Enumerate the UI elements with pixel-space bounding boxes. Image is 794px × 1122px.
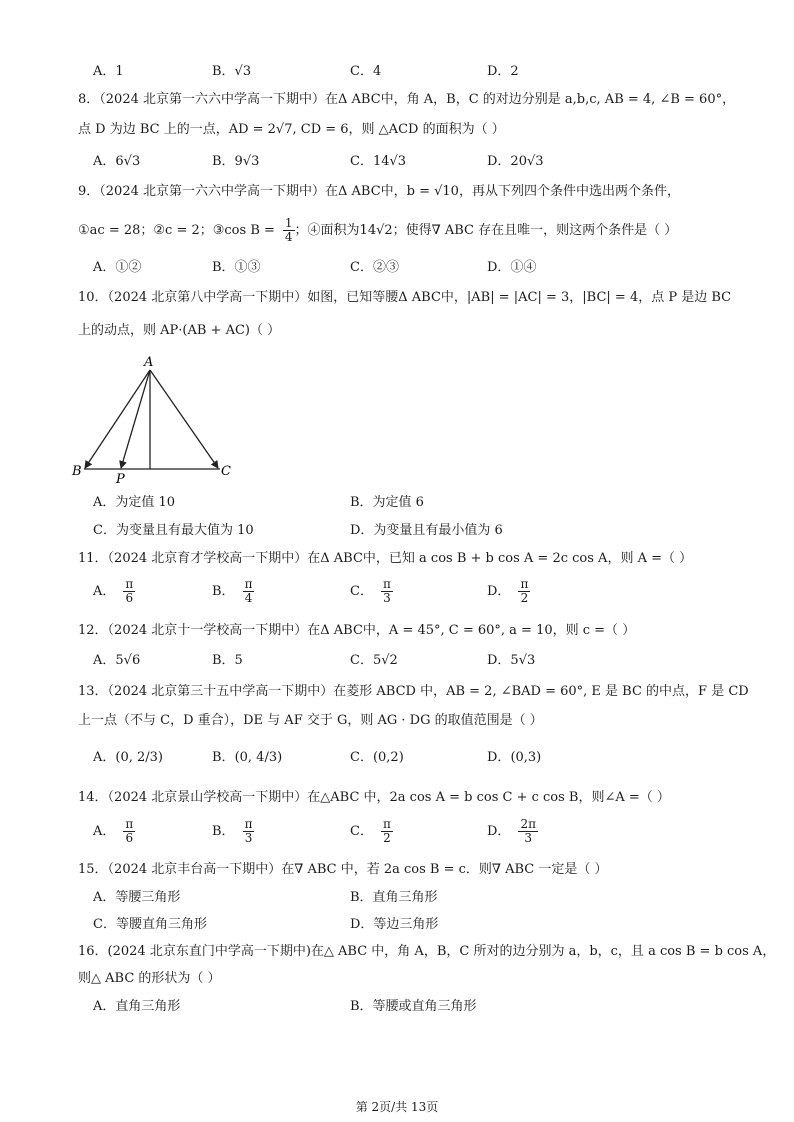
q9-conditions-part2: ；④面积为14√2；使得∇ ABC 存在且唯一，则这两个条件是（ ） (294, 223, 678, 238)
option-b: B．直角三角形 (350, 890, 438, 905)
q9-options (93, 259, 733, 279)
option-c: C．4 (350, 64, 382, 79)
option-text: (0, 4/3) (234, 750, 283, 765)
frac-denominator: 2 (383, 831, 391, 845)
q14-options (93, 818, 733, 852)
option-a (93, 749, 163, 767)
option-text: (0, 2/3) (115, 750, 163, 765)
label-a: A (144, 355, 154, 370)
frac-denominator: 4 (244, 591, 253, 605)
q9-conditions-part1: ①ac = 28；②c = 2；③cos B = (78, 223, 275, 238)
option-a: A．为定值 10 (93, 495, 176, 510)
option-c (350, 749, 404, 767)
frac-numerator: π (244, 817, 253, 831)
option-b (212, 749, 282, 767)
option-label: D． (487, 824, 511, 839)
label-c: C (221, 464, 231, 479)
option-text: (0,2) (372, 750, 404, 765)
frac-numerator: π (125, 817, 134, 831)
label-b: B (72, 464, 82, 479)
q10-stem-line2: 上的动点，则 AP·(AB + AC)（ ） (78, 323, 281, 338)
option-b: B．①③ (212, 260, 261, 275)
option-b: B．9√3 (212, 154, 260, 169)
option-d: D．等边三角形 (350, 917, 439, 932)
page-number: 第 2页/共 13页 (355, 1100, 439, 1114)
option-b: B．√3 (212, 64, 252, 79)
vector-ac (150, 370, 218, 468)
q16-stem-line1: 16．(2024 北京东直门中学高一下期中)在△ ABC 中，角 A，B，C 所对的边分别为 a，b，c，且 a cos B = b cos A， (78, 944, 776, 959)
frac-numerator: π (382, 817, 391, 831)
option-label: B． (212, 584, 235, 599)
option-a: A．①② (93, 260, 142, 275)
option-a (93, 578, 135, 605)
option-label: B． (212, 824, 235, 839)
q13-options (93, 749, 733, 769)
option-b: B．等腰或直角三角形 (350, 999, 477, 1014)
option-d: D．2 (487, 64, 519, 79)
option-c: C．14√3 (350, 154, 407, 169)
option-label: D． (487, 584, 511, 599)
option-label: B． (212, 750, 235, 765)
q10-options-row1 (93, 494, 733, 514)
option-b: B．为定值 6 (350, 495, 424, 510)
q12-stem: 12．（2024 北京十一学校高一下期中）在Δ ABC中，A = 45°, C = 60°, a = 10，则 c =（ ） (78, 623, 636, 638)
option-a: A．5√6 (93, 653, 141, 668)
q9-stem-line2 (78, 217, 677, 244)
option-text: (0,3) (510, 750, 542, 765)
frac-denominator: 2 (520, 591, 529, 605)
frac-denominator: 3 (383, 591, 391, 605)
q9-stem-line1: 9．（2024 北京第一六六中学高一下期中）在Δ ABC中，b = √10，再从下列四个条件中选出两个条件， (78, 184, 680, 199)
q10-options-row2 (93, 522, 733, 542)
q8-options (93, 153, 733, 173)
option-b (212, 578, 254, 605)
frac-numerator: π (244, 577, 253, 591)
frac-denominator: 6 (125, 831, 134, 845)
q10-stem-line1: 10．（2024 北京第八中学高一下期中）如图，已知等腰Δ ABC中，|AB| = |AC| = 3，|BC| = 4，点 P 是边 BC (78, 290, 732, 305)
triangle-figure (70, 350, 240, 485)
q15-options-row2 (93, 916, 733, 936)
frac-denominator: 6 (125, 591, 134, 605)
option-label: C． (350, 750, 373, 765)
option-a: A．6√3 (93, 154, 141, 169)
frac-numerator: π (520, 577, 529, 591)
option-c (350, 578, 393, 605)
option-b: B．5 (212, 653, 243, 668)
frac-denominator: 3 (244, 831, 253, 845)
q14-stem: 14．（2024 北京景山学校高一下期中）在△ABC 中，2a cos A = b cos C + c cos B，则∠A =（ ） (78, 790, 670, 805)
option-label: C． (350, 584, 373, 599)
q16-stem-line2: 则△ ABC 的形状为（ ） (78, 971, 221, 986)
q8-stem-line1: 8．（2024 北京第一六六中学高一下期中）在Δ ABC中，角 A，B，C 的对边分别是 a,b,c, AB = 4, ∠B = 60°， (78, 92, 736, 107)
option-d (487, 578, 530, 605)
frac-numerator: 2π (520, 817, 536, 831)
q9-fraction (283, 217, 295, 244)
option-a: A．等腰三角形 (93, 890, 181, 905)
option-d: D．为变量且有最小值为 6 (350, 523, 503, 538)
option-a (93, 818, 135, 845)
q16-options (93, 998, 733, 1018)
option-c: C．②③ (350, 260, 399, 275)
q13-stem-line1: 13．（2024 北京第三十五中学高一下期中）在菱形 ABCD 中，AB = 2, ∠BAD = 60°, E 是 BC 的中点，F 是 CD (78, 684, 749, 699)
q15-options-row1 (93, 889, 733, 909)
option-c: C．为变量且有最大值为 10 (93, 523, 254, 538)
q11-options (93, 578, 733, 612)
frac-numerator: 1 (284, 216, 293, 230)
option-b (212, 818, 254, 845)
option-c: C．等腰直角三角形 (93, 917, 207, 932)
q8-stem-line2: 点 D 为边 BC 上的一点，AD = 2√7, CD = 6，则 △ACD 的面积为（ ） (78, 122, 505, 137)
option-label: A． (93, 584, 116, 599)
q7-options (93, 63, 733, 83)
frac-denominator: 3 (524, 831, 533, 845)
option-label: A． (93, 824, 116, 839)
frac-numerator: π (125, 577, 134, 591)
frac-denominator: 4 (284, 230, 293, 244)
option-c (350, 818, 393, 845)
option-d (487, 818, 538, 845)
label-p: P (116, 472, 125, 485)
option-label: D． (487, 750, 511, 765)
option-label: C． (350, 824, 373, 839)
vector-ab (85, 370, 150, 468)
option-d: D．20√3 (487, 154, 544, 169)
option-a: A．直角三角形 (93, 999, 181, 1014)
option-c: C．5√2 (350, 653, 398, 668)
frac-numerator: π (382, 577, 391, 591)
option-d: D．5√3 (487, 653, 536, 668)
option-d (487, 749, 541, 767)
q12-options (93, 652, 733, 672)
vector-ap (121, 370, 150, 468)
q15-stem: 15．（2024 北京丰台高一下期中）在∇ ABC 中，若 2a cos B = c．则∇ ABC 一定是（ ） (78, 862, 608, 877)
option-d: D．①④ (487, 260, 537, 275)
option-label: A． (93, 750, 116, 765)
q13-stem-line2: 上一点（不与 C，D 重合），DE 与 AF 交于 G，则 AG · DG 的取值范围是（ ） (78, 713, 543, 728)
q11-stem: 11．（2024 北京育才学校高一下期中）在Δ ABC中，已知 a cos B + b cos A = 2c cos A，则 A =（ ） (78, 551, 693, 566)
option-a: A．1 (93, 64, 124, 79)
